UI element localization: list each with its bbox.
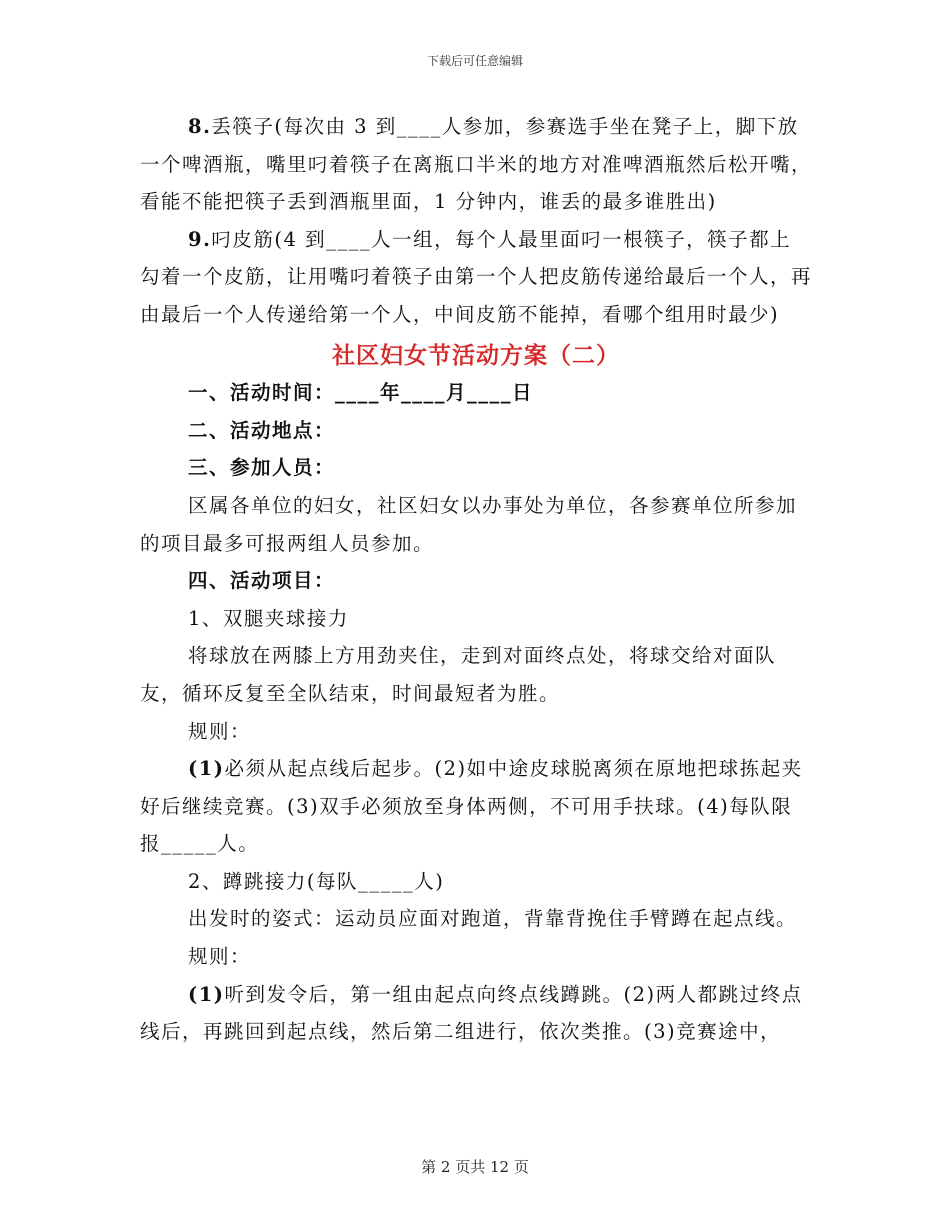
section-heading-location: 二、活动地点： [188,418,336,442]
section-heading-participants: 三、参加人员： [188,456,336,480]
page-header: 下载后可任意编辑 [426,54,523,68]
list-item [140,221,812,334]
item-text: 叼皮筋(4 到____人一组，每个人最里面叼一根筷子，筷子都上勾着一个皮筋，让用嘴叼着筷子由第一个人把皮筋传递给最后一个人，再由最后一个人传递给第一个人，中间皮筋不能掉，看哪个组用时最少) [140,227,813,326]
rules-label: 规则： [188,719,252,743]
item-number: 9. [188,227,212,251]
rules-text: 听到发令后，第一组由起点向终点线蹲跳。(2)两人都跳过终点线后，再跳回到起点线，然后第二组进行，依次类推。(3)竞赛途中， [140,982,803,1044]
rules-paragraph [140,976,812,1051]
rule-number: (1) [188,982,225,1006]
section-heading-projects: 四、活动项目： [188,569,336,593]
project-posture: 出发时的姿式：运动员应面对跑道，背靠背挽住手臂蹲在起点线。 [188,907,798,931]
document-body [140,108,812,1051]
rules-label: 规则： [188,945,252,969]
project-description: 将球放在两膝上方用劲夹住，走到对面终点处，将球交给对面队友，循环反复至全队结束，时间最短者为胜。 [140,644,777,705]
project-title: 2、蹲跳接力(每队_____人) [188,869,445,893]
project-title: 1、双腿夹球接力 [188,606,349,630]
item-number: 8. [188,115,212,138]
document-title: 社区妇女节活动方案（二） [332,341,620,369]
list-item [140,108,812,221]
item-text: 丢筷子(每次由 3 到____人参加，参赛选手坐在凳子上，脚下放一个啤酒瓶，嘴里叼着筷子在离瓶口半米的地方对准啤酒瓶然后松开嘴，看能不能把筷子丢到酒瓶里面，1 分钟内，谁丢的最多谁胜出) [140,115,813,214]
section-heading-time: 一、活动时间：____年____月____日 [188,381,534,405]
page-footer: 第 2 页共 12 页 [421,1158,529,1176]
rules-paragraph [140,750,812,863]
rules-text: 必须从起点线后起步。(2)如中途皮球脱离须在原地把球拣起夹好后继续竞赛。(3)双手必须放至身体两侧，不可用手扶球。(4)每队限报_____人。 [140,757,803,856]
participants-paragraph: 区属各单位的妇女，社区妇女以办事处为单位，各参赛单位所参加的项目最多可报两组人员参加。 [140,493,798,555]
rule-number: (1) [188,757,225,781]
